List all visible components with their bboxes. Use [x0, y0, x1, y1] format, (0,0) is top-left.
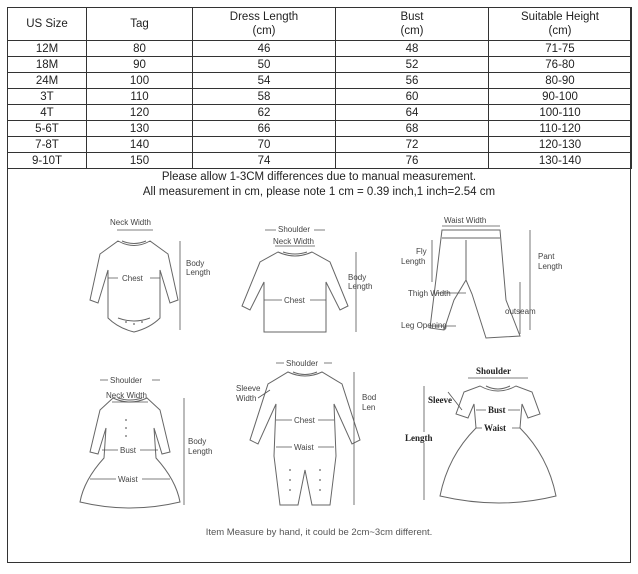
table-cell: 74	[193, 153, 336, 169]
gown-shoulder-label: Shoulder	[476, 366, 512, 376]
table-cell: 120-130	[489, 137, 632, 153]
table-cell: 70	[193, 137, 336, 153]
bodysuit-body-label-2: Length	[186, 268, 211, 277]
table-cell: 110	[87, 89, 193, 105]
gown-bust-label: Bust	[488, 405, 506, 415]
table-cell: 90-100	[489, 89, 632, 105]
table-cell: 5-6T	[8, 121, 87, 137]
top-diagram	[242, 224, 372, 332]
table-cell: 71-75	[489, 41, 632, 57]
table-cell: 24M	[8, 73, 87, 89]
bodysuit-diagram	[90, 218, 210, 332]
top-body-label-1: Body	[348, 273, 367, 282]
table-cell: 130	[87, 121, 193, 137]
dress-shoulder-label: Shoulder	[110, 376, 143, 385]
dress-body-label-2: Length	[188, 447, 213, 456]
table-cell: 100	[87, 73, 193, 89]
note-units: All measurement in cm, please note 1 cm = 0.39 inch,1 inch=2.54 cm	[142, 186, 496, 198]
measure-footnote: Item Measure by hand, it could be 2cm~3cm different.	[205, 527, 433, 538]
romper-waist-label: Waist	[294, 443, 314, 452]
gown-diagram	[404, 365, 556, 503]
note-tolerance: Please allow 1-3CM differences due to manual measurement.	[161, 171, 477, 183]
table-cell: 100-110	[489, 105, 632, 121]
gown-sleeve-label: Sleeve	[428, 395, 452, 405]
table-cell: 18M	[8, 57, 87, 73]
table-cell: 64	[336, 105, 489, 121]
table-cell: 140	[87, 137, 193, 153]
pants-outseam-label: outseam	[505, 307, 536, 316]
romper-sleeve-label-1: Sleeve	[236, 384, 261, 393]
dress-body-label-1: Body	[188, 437, 207, 446]
table-cell: 80-90	[489, 73, 632, 89]
table-cell: 3T	[8, 89, 87, 105]
pants-leg-label: Leg Opening	[401, 321, 447, 330]
table-cell: 7-8T	[8, 137, 87, 153]
table-cell: 66	[193, 121, 336, 137]
table-cell: 46	[193, 41, 336, 57]
table-cell: 48	[336, 41, 489, 57]
bodysuit-chest-label: Chest	[122, 274, 143, 283]
pants-waist-label: Waist Width	[444, 216, 487, 225]
table-cell: 12M	[8, 41, 87, 57]
romper-body-label-2: Len	[362, 403, 376, 412]
table-cell: 50	[193, 57, 336, 73]
header-unit: (cm)	[548, 25, 572, 37]
pants-diagram	[401, 215, 562, 338]
top-shoulder-label: Shoulder	[278, 225, 311, 234]
gown-waist-label: Waist	[484, 423, 507, 433]
pants-pant-label-1: Pant	[538, 252, 555, 261]
romper-diagram	[236, 358, 376, 505]
bodysuit-body-label-1: Body	[186, 259, 205, 268]
pants-fly-label-1: Fly	[416, 247, 427, 256]
dress-diagram	[80, 375, 212, 508]
table-cell: 150	[87, 153, 193, 169]
pants-pant-label-2: Length	[538, 262, 563, 271]
table-cell: 60	[336, 89, 489, 105]
table-cell: 90	[87, 57, 193, 73]
header-label: Dress Length	[229, 11, 299, 23]
table-cell: 58	[193, 89, 336, 105]
bodysuit-neck-label: Neck Width	[110, 218, 151, 227]
dress-bust-label: Bust	[120, 446, 137, 455]
romper-sleeve-label-2: Width	[236, 394, 257, 403]
table-cell: 72	[336, 137, 489, 153]
top-neck-label: Neck Width	[273, 237, 314, 246]
romper-body-label-1: Bod	[362, 393, 377, 402]
table-cell: 80	[87, 41, 193, 57]
table-cell: 110-120	[489, 121, 632, 137]
table-cell: 62	[193, 105, 336, 121]
header-label: US Size	[26, 18, 68, 30]
dress-waist-label: Waist	[118, 475, 138, 484]
romper-shoulder-label: Shoulder	[286, 359, 319, 368]
header-label: Bust	[400, 11, 424, 23]
header-unit: (cm)	[400, 25, 424, 37]
table-cell: 9-10T	[8, 153, 87, 169]
pants-thigh-label: Thigh Width	[408, 289, 451, 298]
table-cell: 130-140	[489, 153, 632, 169]
gown-length-label: Length	[405, 433, 433, 443]
header-label: Suitable Height	[521, 11, 599, 23]
dress-neck-label: Neck Width	[106, 391, 147, 400]
pants-fly-label-2: Length	[401, 257, 426, 266]
table-cell: 76	[336, 153, 489, 169]
header-label: Tag	[130, 18, 149, 30]
header-unit: (cm)	[252, 25, 276, 37]
table-cell: 68	[336, 121, 489, 137]
table-cell: 52	[336, 57, 489, 73]
table-cell: 54	[193, 73, 336, 89]
romper-chest-label: Chest	[294, 416, 315, 425]
table-cell: 76-80	[489, 57, 632, 73]
table-cell: 120	[87, 105, 193, 121]
table-cell: 4T	[8, 105, 87, 121]
top-body-label-2: Length	[348, 282, 373, 291]
table-cell: 56	[336, 73, 489, 89]
top-chest-label: Chest	[284, 296, 305, 305]
